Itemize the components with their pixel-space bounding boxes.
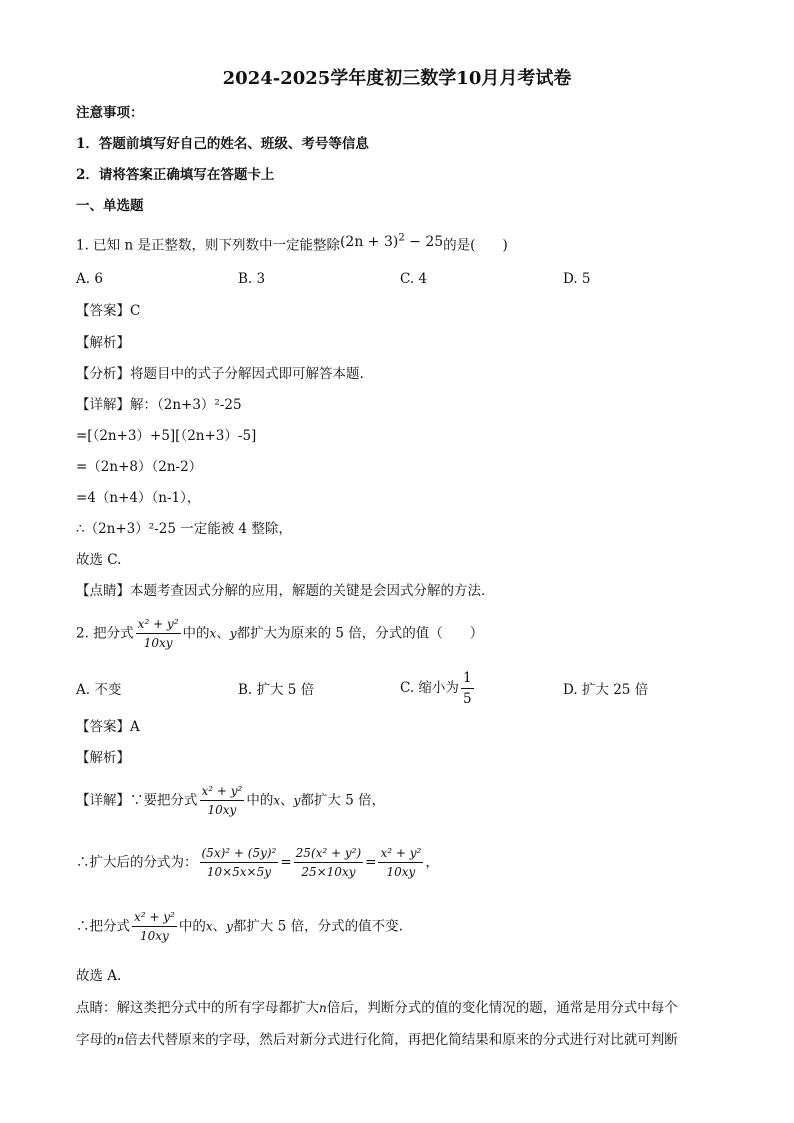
q2-concl-after: 都扩大 5 倍，分式的值不变. (232, 918, 403, 935)
q2-var-y: y (229, 626, 237, 641)
q2-note-line-2 (76, 1034, 678, 1048)
q1-stem (76, 232, 508, 254)
q2-expand-eq-1: = (280, 854, 292, 871)
q1-option-d: D. 5 (563, 271, 591, 287)
q2-note-l1a: 点睛：解这类把分式中的所有字母都扩大 (76, 1000, 319, 1016)
q2-detail-after: 都扩大 5 倍， (300, 792, 386, 809)
q1-option-a: A. 6 (76, 271, 103, 287)
q2-expand-comma: ， (425, 854, 439, 871)
q2-expand-frac-2 (294, 846, 363, 880)
q2-expand-f1-num: (5x)² + (5y)² (200, 846, 279, 863)
q2-concl-fraction (132, 910, 177, 944)
q1-step-2: =[（2n+3）+5][（2n+3）-5] (76, 428, 257, 444)
q2-concl-mid: 中的 (178, 918, 206, 935)
q2-note-n-2: n (116, 1033, 125, 1047)
q2-expand-f2-den: 25×10xy (301, 865, 356, 880)
q2-detail-frac-num: x² + y² (200, 784, 245, 801)
notice-heading: 注意事项： (76, 105, 144, 121)
q2-concl-var-x: x (205, 919, 213, 934)
q2-note-line-1 (76, 1002, 678, 1016)
q2-detail (76, 784, 385, 818)
q1-answer: 【答案】C (76, 303, 141, 319)
q2-expand-f3-num: x² + y² (378, 846, 423, 863)
q2-choose: 故选 A. (76, 968, 122, 984)
q2-note-l2a: 字母的 (76, 1032, 117, 1048)
q1-expression (340, 234, 443, 250)
q2-stem-after: 都扩大为原来的 5 倍，分式的值（ ） (236, 625, 484, 642)
q2-frac-den: 10xy (143, 636, 173, 651)
q2-option-d: D. 扩大 25 倍 (563, 682, 649, 698)
section-heading: 一、单选题 (76, 198, 144, 214)
q2-detail-sep: 、 (280, 792, 294, 809)
q2-conclusion (76, 910, 403, 944)
q2-option-a: A. 不变 (76, 682, 122, 698)
q2-option-c-label: C. 缩小为 (400, 680, 459, 697)
q1-fenxi: 【分析】将题目中的式子分解因式即可解答本题. (76, 366, 364, 382)
q1-expr-base: (2n + 3) (339, 233, 399, 250)
q2-concl-var-y: y (226, 919, 233, 934)
q2-stem-mid: 中的 (182, 625, 210, 642)
q1-dianjing: 【点睛】本题考查因式分解的应用，解题的关键是会因式分解的方法． (76, 583, 495, 599)
q2-stem (76, 617, 483, 651)
q2-frac-num: x² + y² (136, 617, 181, 634)
q2-detail-var-x: x (273, 793, 281, 808)
q2-sep: 、 (216, 625, 230, 642)
q1-expr-exp: 2 (398, 232, 405, 243)
q2-expand (76, 846, 439, 880)
q2-expand-f2-num: 25(x² + y²) (294, 846, 363, 863)
notice-item-1: 1．答题前填写好自己的姓名、班级、考号等信息 (76, 136, 369, 152)
q2-expand-label: ∴扩大后的分式为： (76, 854, 198, 871)
q1-step-1: 【详解】解：（2n+3）²-25 (76, 397, 242, 413)
q2-stem-before: 2. 把分式 (76, 625, 134, 642)
q2-note-n-1: n (319, 1001, 327, 1015)
q1-step-3: =（2n+8）（2n-2） (76, 459, 203, 475)
page-title: 2024-2025学年度初三数学10月月考试卷 (222, 68, 572, 89)
q2-concl-before: ∴把分式 (76, 918, 130, 935)
q2-option-b: B. 扩大 5 倍 (238, 682, 315, 698)
q2-detail-fraction (200, 784, 245, 818)
q2-note-l1b: 倍后，判断分式的值的变化情况的题，通常是用分式中每个 (326, 1000, 678, 1016)
q2-concl-frac-den: 10xy (140, 929, 169, 944)
q2-fraction (136, 617, 181, 651)
q2-concl-sep: 、 (212, 918, 227, 935)
q1-step-5: ∴（2n+3）²-25 一定能被 4 整除， (76, 521, 292, 537)
q2-option-c (400, 670, 476, 707)
q2-detail-frac-den: 10xy (207, 803, 237, 818)
q1-expr-tail: − 25 (404, 233, 444, 250)
q2-concl-frac-num: x² + y² (132, 910, 177, 927)
q1-stem-after: 的是( ) (443, 237, 508, 254)
q2-expand-f1-den: 10×5x×5y (206, 865, 272, 880)
q2-expand-frac-1 (200, 846, 279, 880)
q1-step-4: =4（n+4）（n-1）， (76, 490, 201, 506)
q2-option-c-fraction (461, 670, 474, 707)
q2-var-x: x (209, 626, 217, 641)
q2-detail-var-y: y (293, 793, 301, 808)
q1-option-b: B. 3 (238, 271, 266, 287)
q1-option-c: C. 4 (400, 271, 428, 287)
q2-note-l2b: 倍去代替原来的字母，然后对新分式进行化简，再把化简结果和原来的分式进行对比就可判断 (124, 1032, 678, 1048)
notice-item-2: 2．请将答案正确填写在答题卡上 (76, 167, 275, 183)
q2-option-c-den: 5 (462, 691, 472, 708)
q2-detail-before: 【详解】∵要把分式 (76, 792, 198, 809)
q2-answer: 【答案】A (76, 719, 140, 735)
q2-expand-frac-3 (378, 846, 423, 880)
q1-step-6: 故选 C. (76, 552, 122, 568)
q2-expand-eq-2: = (365, 854, 377, 871)
q2-analysis-label: 【解析】 (76, 750, 130, 766)
q2-expand-f3-den: 10xy (386, 865, 416, 880)
q2-detail-mid: 中的 (246, 792, 274, 809)
q2-option-c-num: 1 (461, 670, 474, 689)
q1-stem-before: 1. 已知 n 是正整数，则下列数中一定能整除 (76, 237, 340, 254)
q1-analysis-label: 【解析】 (76, 335, 130, 351)
